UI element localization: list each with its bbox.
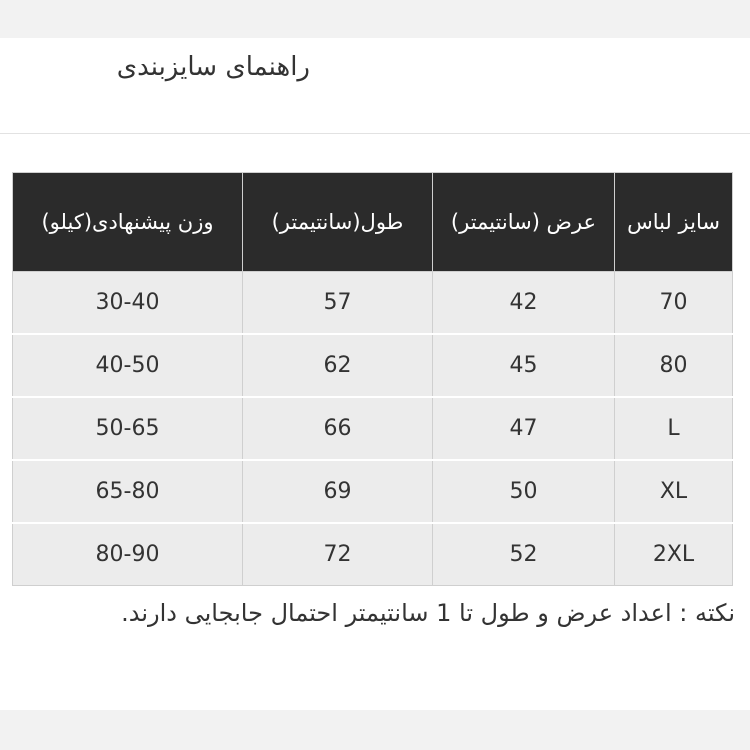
cell-width: 45 <box>433 334 615 397</box>
cell-width: 42 <box>433 272 615 335</box>
cell-width: 50 <box>433 460 615 523</box>
page-title: راهنمای سایزبندی <box>116 52 310 82</box>
cell-width: 47 <box>433 397 615 460</box>
cell-length: 57 <box>243 272 433 335</box>
cell-length: 62 <box>243 334 433 397</box>
cell-size: L <box>615 397 733 460</box>
header-length: طول(سانتیمتر) <box>243 173 433 272</box>
size-note: نکته : اعداد عرض و طول تا 1 سانتیمتر احتمال جابجایی دارند. <box>121 599 735 627</box>
table-row <box>13 460 733 523</box>
cell-width: 52 <box>433 523 615 586</box>
cell-weight: 65-80 <box>13 460 243 523</box>
table-row <box>13 523 733 586</box>
cell-size: 80 <box>615 334 733 397</box>
cell-size: 2XL <box>615 523 733 586</box>
header-width: عرض (سانتیمتر) <box>433 173 615 272</box>
cell-size: XL <box>615 460 733 523</box>
cell-weight: 80-90 <box>13 523 243 586</box>
cell-size: 70 <box>615 272 733 335</box>
title-bar <box>0 38 750 134</box>
table-row <box>13 397 733 460</box>
cell-weight: 40-50 <box>13 334 243 397</box>
cell-weight: 50-65 <box>13 397 243 460</box>
header-weight: وزن پیشنهادی(کیلو) <box>13 173 243 272</box>
cell-length: 72 <box>243 523 433 586</box>
size-table <box>12 172 733 586</box>
size-guide-card <box>0 38 750 710</box>
table-header-row <box>13 173 733 272</box>
cell-length: 69 <box>243 460 433 523</box>
table-row <box>13 272 733 335</box>
table-row <box>13 334 733 397</box>
cell-weight: 30-40 <box>13 272 243 335</box>
cell-length: 66 <box>243 397 433 460</box>
header-size: سایز لباس <box>615 173 733 272</box>
